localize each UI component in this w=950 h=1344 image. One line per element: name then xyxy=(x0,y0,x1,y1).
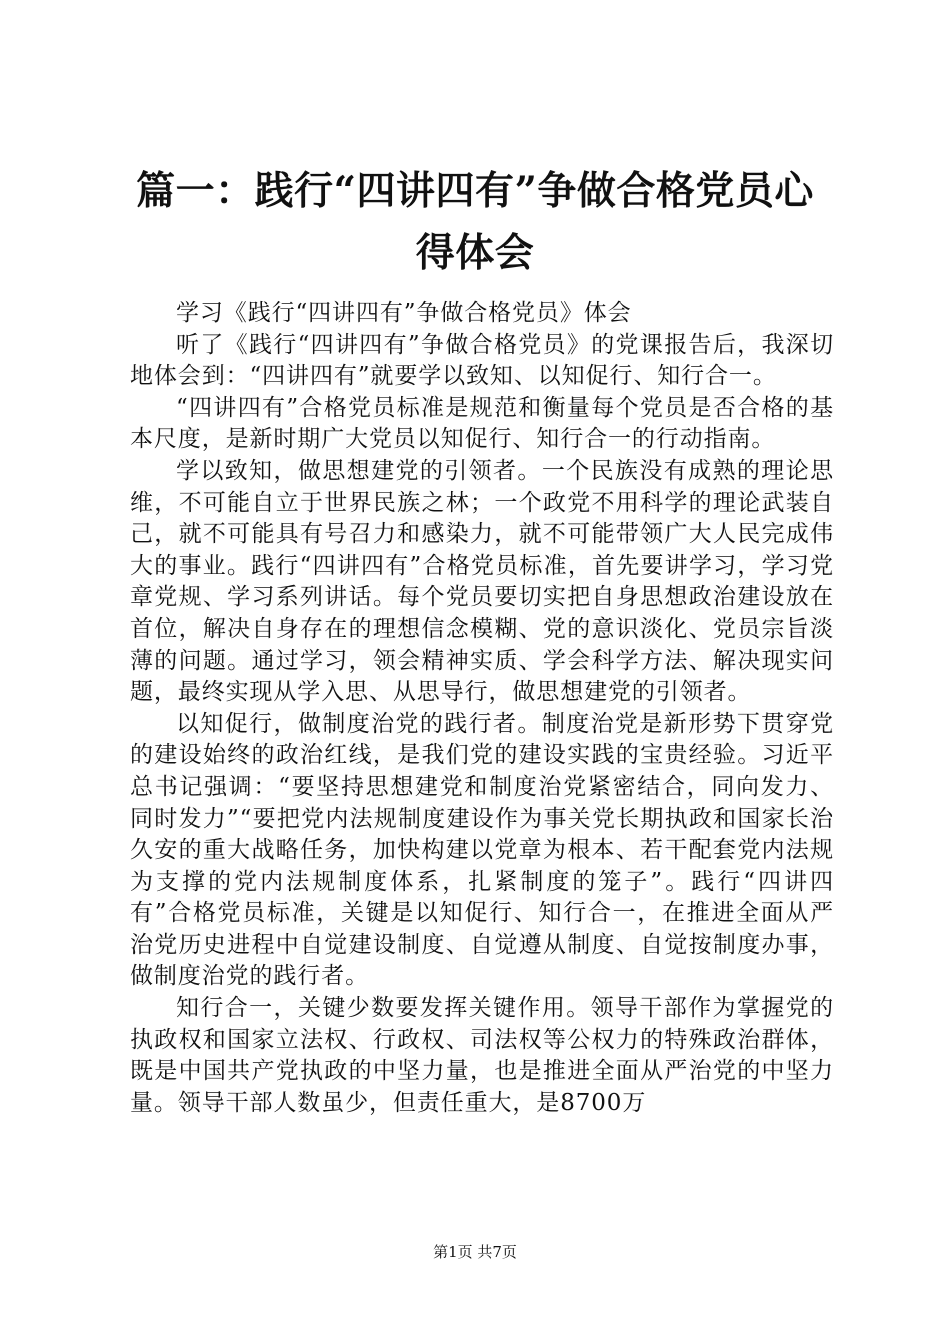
body-paragraph: 知行合一，关键少数要发挥关键作用。领导干部作为掌握党的执政权和国家立法权、行政权、司法权等公权力的特殊政治群体，既是中国共产党执政的中坚力量，也是推进全面从严治党的中坚力量。领导干部人数虽少，但责任重大，是8700万 xyxy=(130,995,834,1116)
body-paragraph: “四讲四有”合格党员标准是规范和衡量每个党员是否合格的基本尺度，是新时期广大党员以知促行、知行合一的行动指南。 xyxy=(130,394,834,453)
document-title: 篇一：践行“四讲四有”争做合格党员心得体会 xyxy=(136,168,814,276)
body-paragraph: 听了《践行“四讲四有”争做合格党员》的党课报告后，我深切地体会到：“四讲四有”就要学以致知、以知促行、知行合一。 xyxy=(130,331,834,390)
body-paragraph: 以知促行，做制度治党的践行者。制度治党是新形势下贯穿党的建设始终的政治红线，是我们党的建设实践的宝贵经验。习近平总书记强调：“要坚持思想建党和制度治党紧密结合，同向发力、同时发力”“要把党内法规制度建设作为事关党长期执政和国家长治久安的重大战略任务，加快构建以党章为根本、若干配套党内法规为支撑的党内法规制度体系，扎紧制度的笼子”。践行“四讲四有”合格党员标准，关键是以知促行、知行合一，在推进全面从严治党历史进程中自觉建设制度、自觉遵从制度、自觉按制度办事，做制度治党的践行者。 xyxy=(130,710,834,990)
body-paragraph: 学习《践行“四讲四有”争做合格党员》体会 xyxy=(176,300,632,326)
body-paragraph: 学以致知，做思想建党的引领者。一个民族没有成熟的理论思维，不可能自立于世界民族之林；一个政党不用科学的理论武装自己，就不可能具有号召力和感染力，就不可能带领广大人民完成伟大的事业。践行“四讲四有”合格党员标准，首先要讲学习，学习党章党规、学习系列讲话。每个党员要切实把自身思想政治建设放在首位，解决自身存在的理想信念模糊、党的意识淡化、党员宗旨淡薄的问题。通过学习，领会精神实质、学会科学方法、解决现实问题，最终实现从学入思、从思导行，做思想建党的引领者。 xyxy=(130,457,834,706)
document-body xyxy=(130,298,834,1119)
page-footer: 第1页 共7页 xyxy=(433,1243,517,1261)
